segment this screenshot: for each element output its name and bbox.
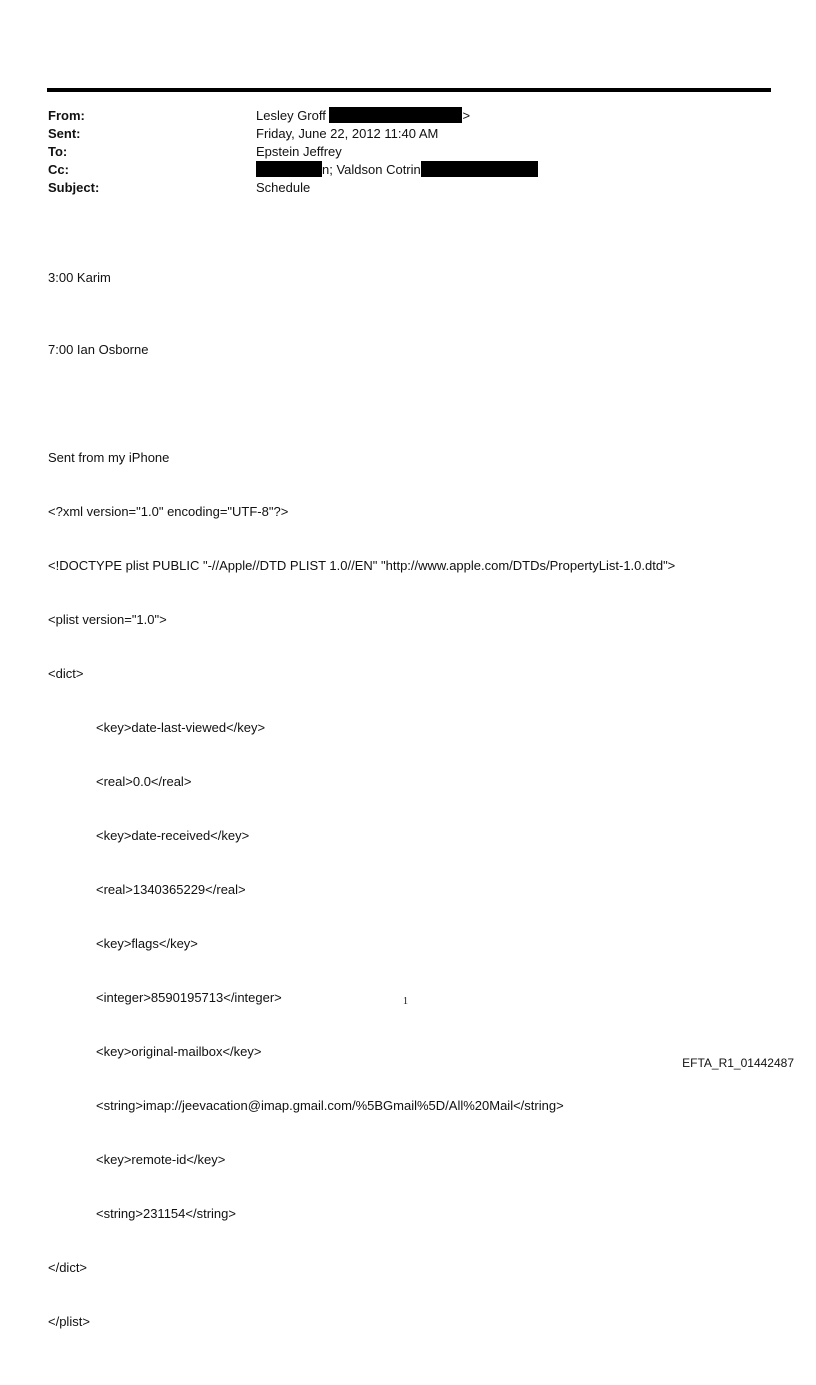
bates-number: EFTA_R1_01442487 — [682, 1056, 794, 1070]
to-label: To: — [48, 144, 68, 159]
plist-line: <!DOCTYPE plist PUBLIC "-//Apple//DTD PLIST 1.0//EN" "http://www.apple.com/DTDs/PropertyList-1.0.dtd"> — [48, 558, 676, 573]
redaction-block — [256, 161, 322, 177]
plist-line: <key>date-last-viewed</key> — [96, 720, 266, 735]
sent-value: Friday, June 22, 2012 11:40 AM — [256, 126, 439, 141]
from-value — [256, 107, 470, 125]
page-number: 1 — [403, 996, 408, 1007]
plist-line: </dict> — [48, 1260, 88, 1275]
subject-value: Schedule — [256, 180, 311, 195]
plist-line: <string>231154</string> — [96, 1206, 236, 1221]
to-row — [48, 143, 768, 161]
plist-line: <key>flags</key> — [96, 936, 198, 951]
email-body — [48, 233, 778, 1385]
from-label: From: — [48, 108, 85, 123]
redaction-block — [421, 161, 538, 177]
from-name: Lesley Groff — [256, 108, 326, 123]
header-rule — [47, 88, 771, 92]
cc-value — [256, 161, 538, 179]
plist-line: <string>imap://jeevacation@imap.gmail.com/%5BGmail%5D/All%20Mail</string> — [96, 1098, 564, 1113]
plist-line: <dict> — [48, 666, 84, 681]
subject-label: Subject: — [48, 180, 100, 195]
cc-names: n; Valdson Cotrin — [322, 162, 421, 177]
redaction-block — [329, 107, 462, 123]
cc-row — [48, 161, 768, 179]
plist-block — [48, 413, 778, 1367]
plist-line: <key>remote-id</key> — [96, 1152, 226, 1167]
plist-line: <real>0.0</real> — [96, 774, 192, 789]
sent-label: Sent: — [48, 126, 81, 141]
plist-line: <real>1340365229</real> — [96, 882, 246, 897]
sent-row — [48, 125, 768, 143]
plist-line: <plist version="1.0"> — [48, 612, 167, 627]
from-suffix: > — [462, 108, 471, 123]
from-row — [48, 107, 768, 125]
cc-label: Cc: — [48, 162, 69, 177]
plist-line: </plist> — [48, 1314, 90, 1329]
plist-line: <key>original-mailbox</key> — [96, 1044, 262, 1059]
plist-line: <key>date-received</key> — [96, 828, 250, 843]
plist-line: <?xml version="1.0" encoding="UTF-8"?> — [48, 504, 289, 519]
signature-line: Sent from my iPhone — [48, 450, 170, 465]
body-line: 7:00 Ian Osborne — [48, 342, 149, 357]
body-line: 3:00 Karim — [48, 270, 111, 285]
email-header — [48, 107, 768, 197]
to-value: Epstein Jeffrey — [256, 144, 342, 159]
plist-line: <integer>8590195713</integer> — [96, 990, 282, 1005]
subject-row — [48, 179, 768, 197]
